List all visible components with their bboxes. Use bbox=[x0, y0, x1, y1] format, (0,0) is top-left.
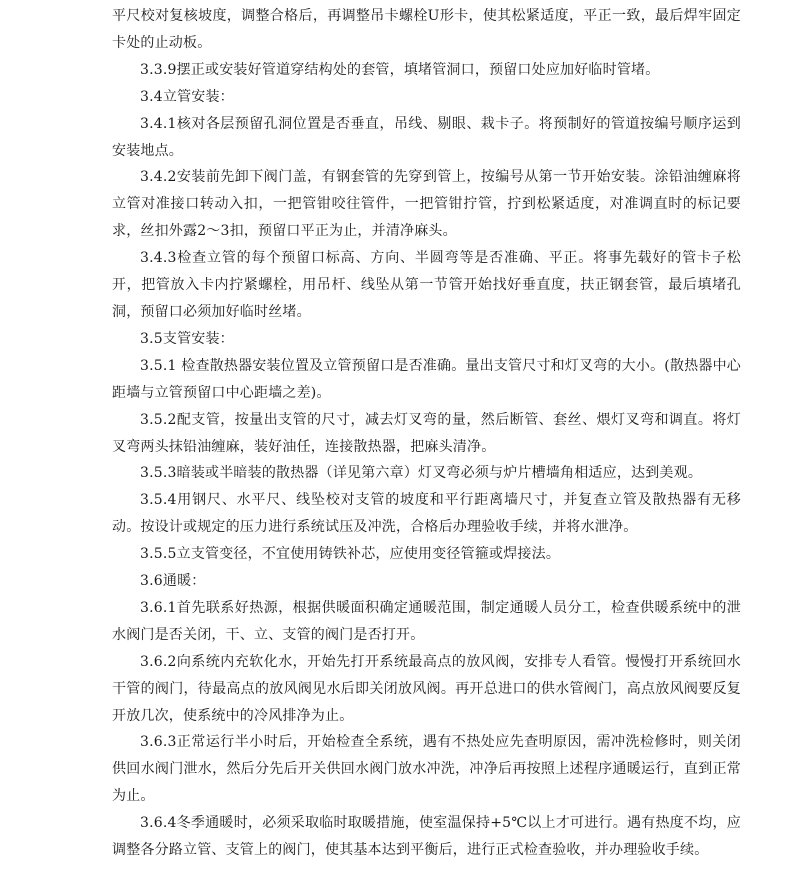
paragraph-3-5-3: 3.5.3暗装或半暗装的散热器（详见第六章）灯叉弯必须与炉片槽墙角相适应，达到美观。 bbox=[140, 465, 703, 482]
paragraph-3-5-1: 3.5.1 检查散热器安装位置及立管预留口是否准确。量出支管尺寸和灯叉弯的大小。(散热器中心距墙与立管预留口中心距墙之差)。 bbox=[112, 357, 741, 401]
paragraph-3-6-3: 3.6.3正常运行半小时后，开始检查全系统，遇有不热处应先查明原因，需冲洗检修时，则关闭供回水阀门泄水，然后分先后开关供回水阀门放水冲洗，冲净后再按照上述程序通暖运行，直到正常为止。 bbox=[112, 734, 741, 805]
paragraph-3-6-1: 3.6.1首先联系好热源，根据供暖面积确定通暖范围，制定通暖人员分工，检查供暖系统中的泄水阀门是否关闭，干、立、支管的阀门是否打开。 bbox=[112, 599, 741, 643]
section-heading-3-4: 3.4立管安装： bbox=[140, 88, 234, 105]
paragraph-continuation: 平尺校对复核坡度，调整合格后，再调整吊卡螺栓U形卡，使其松紧适度，平正一致，最后焊牢固定卡处的止动板。 bbox=[112, 8, 741, 51]
paragraph-3-5-2: 3.5.2配支管，按量出支管的尺寸，减去灯叉弯的量，然后断管、套丝、煨灯叉弯和调直。将灯叉弯两头抹铅油缠麻，装好油任，连接散热器，把麻头清净。 bbox=[112, 411, 741, 455]
paragraph-3-6-2: 3.6.2向系统内充软化水，开始先打开系统最高点的放风阀，安排专人看管。慢慢打开系统回水干管的阀门，待最高点的放风阀见水后即关闭放风阀。再开总进口的供水管阀门，高点放风阀要反复开放几次，使系统中的冷风排净为止。 bbox=[112, 653, 741, 724]
paragraph-3-5-5: 3.5.5立支管变径，不宜使用铸铁补芯，应使用变径管箍或焊接法。 bbox=[140, 546, 561, 563]
paragraph-3-6-4: 3.6.4冬季通暖时，必须采取临时取暖措施，使室温保持+5℃以上才可进行。遇有热度不均，应调整各分路立管、支管上的阀门，使其基本达到平衡后，进行正式检查验收，并办理验收手续。 bbox=[112, 815, 741, 859]
paragraph-3-3-9: 3.3.9摆正或安装好管道穿结构处的套管，填堵管洞口，预留口处应加好临时管堵。 bbox=[140, 61, 660, 78]
section-heading-3-5: 3.5支管安装： bbox=[140, 330, 234, 347]
paragraph-3-4-3: 3.4.3检查立管的每个预留口标高、方向、半圆弯等是否准确、平正。将事先载好的管卡子松开，把管放入卡内拧紧螺栓，用吊杆、线坠从第一节管开始找好垂直度，扶正钢套管，最后填堵孔洞，预留口必须加好临时丝堵。 bbox=[112, 250, 741, 320]
paragraph-3-4-1: 3.4.1核对各层预留孔洞位置是否垂直，吊线、剔眼、栽卡子。将预制好的管道按编号顺序运到安装地点。 bbox=[112, 115, 741, 159]
paragraph-3-5-4: 3.5.4用钢尺、水平尺、线坠校对支管的坡度和平行距离墙尺寸，并复查立管及散热器有无移动。按设计或规定的压力进行系统试压及冲洗，合格后办理验收手续，并将水泄净。 bbox=[112, 492, 741, 536]
section-heading-3-6: 3.6通暖： bbox=[140, 573, 206, 590]
paragraph-3-4-2: 3.4.2安装前先卸下阀门盖，有钢套管的先穿到管上，按编号从第一节开始安装。涂铅油缠麻将立管对准接口转动入扣，一把管钳咬往管件，一把管钳拧管，拧到松紧适度，对准调直时的标记要求，丝扣外露2～3扣，预留口平正为止，并清净麻头。 bbox=[112, 169, 741, 240]
